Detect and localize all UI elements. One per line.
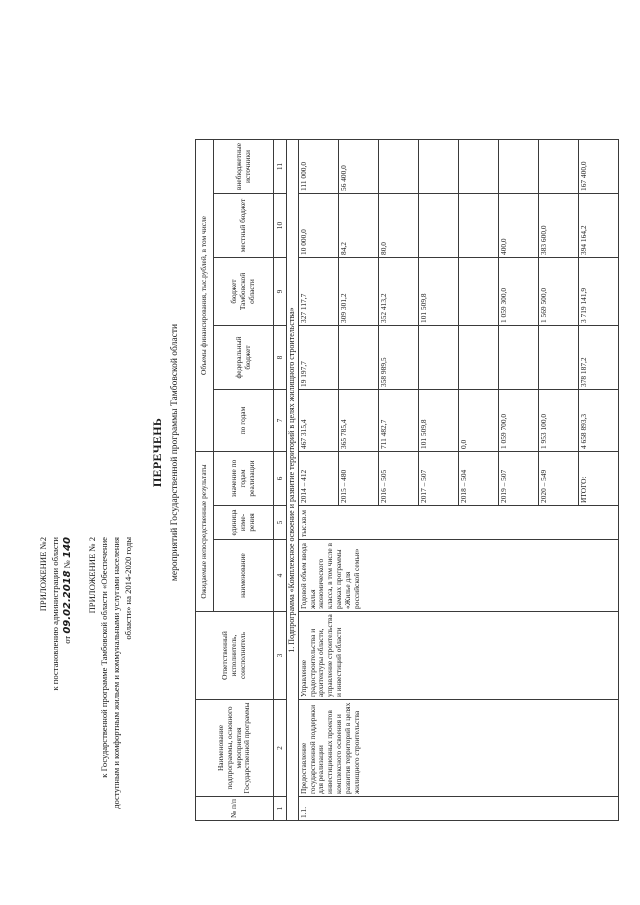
extra-cell	[498, 140, 538, 194]
extra-cell: 56 400,0	[338, 140, 378, 194]
annex-line: области» на 2014-2020 годы	[123, 537, 133, 640]
total-cell: 365 785,4	[338, 390, 378, 452]
header-num: № п/п	[196, 797, 274, 821]
col-number: 8	[274, 326, 287, 390]
extra-cell: 111 000,0	[298, 140, 338, 194]
subprogram-title: 1. Подпрограмма «Комплексное освоение и развитие территорий в целях жилищного строительства»	[287, 140, 299, 821]
total-cell: 4 658 893,3	[578, 390, 618, 452]
extra-cell: 167 400,0	[578, 140, 618, 194]
period-cell: 2016 – 505	[378, 452, 418, 506]
page-subtitle: мероприятий Государственной программы Тамбовской области	[170, 323, 180, 582]
local-cell	[418, 194, 458, 258]
federal-cell	[498, 326, 538, 390]
approval-title: ПРИЛОЖЕНИЕ №2	[38, 537, 48, 612]
col-number: 10	[274, 194, 287, 258]
regional-cell: 101 509,8	[418, 258, 458, 326]
period-cell: 2019 – 507	[498, 452, 538, 506]
header-executor: Ответственный исполнитель, соисполнитель	[196, 612, 274, 700]
column-number-row	[274, 140, 287, 821]
col-number: 9	[274, 258, 287, 326]
col-number: 5	[274, 506, 287, 540]
total-cell: 0,0	[458, 390, 498, 452]
period-cell: 2020 – 549	[538, 452, 578, 506]
local-cell: 383 600,0	[538, 194, 578, 258]
header-regional: бюджет Тамбовской области	[214, 258, 274, 326]
regional-cell: 309 301,2	[338, 258, 378, 326]
total-cell: 101 509,8	[418, 390, 458, 452]
regional-cell: 1 569 500,0	[538, 258, 578, 326]
page-title: ПЕРЕЧЕНЬ	[150, 417, 164, 488]
annex-line: к Государственной программе Тамбовской области «Обеспечение	[99, 537, 109, 778]
regional-cell: 327 117,7	[298, 258, 338, 326]
regional-cell	[458, 258, 498, 326]
col-number: 4	[274, 540, 287, 612]
local-cell: 394 164,2	[578, 194, 618, 258]
federal-cell	[538, 326, 578, 390]
item-result-name: Годовой объем ввода жилья экономического класса, в том числе в рамках программы «Жилье для российской семьи»	[298, 540, 618, 612]
handwritten-date: 09.02.2018	[62, 570, 73, 634]
header-expected-results: Ожидаемые непосредственные результаты	[196, 452, 214, 612]
local-cell: 80,0	[378, 194, 418, 258]
col-number: 1	[274, 797, 287, 821]
header-local: местный бюджет	[214, 194, 274, 258]
col-number: 7	[274, 390, 287, 452]
col-number: 6	[274, 452, 287, 506]
col-number: 11	[274, 140, 287, 194]
header-name: Наименование подпрограммы, основного мероприятия Государственной программы	[196, 700, 274, 797]
total-cell: 711 482,7	[378, 390, 418, 452]
regional-cell: 352 413,2	[378, 258, 418, 326]
local-cell: 84,2	[338, 194, 378, 258]
subprogram-row	[287, 140, 299, 821]
federal-cell	[418, 326, 458, 390]
item-name: Предоставление государственной поддержки для реализации инвестиционных проектов комплексного освоения и развития территорий в целях жилищного строительства	[298, 700, 618, 797]
approval-subtitle: к постановлению администрации области	[50, 537, 60, 691]
period-cell: 2018 – 504	[458, 452, 498, 506]
annex-line: доступным и комфортным жильем и коммунальными услугами населения	[111, 537, 121, 809]
header-by-years: по годам	[214, 390, 274, 452]
total-cell: 467 315,4	[298, 390, 338, 452]
header-value: значение по годам реализации	[214, 452, 274, 506]
header-federal: федеральный бюджет	[214, 326, 274, 390]
header-unit: единица изме-рения	[214, 506, 274, 540]
extra-cell	[378, 140, 418, 194]
col-number: 2	[274, 700, 287, 797]
handwritten-number: 140	[62, 537, 73, 558]
federal-cell: 19 197,7	[298, 326, 338, 390]
item-executor: Управление градостроительства и архитектуры области, управление строительства и инвестиций области	[298, 612, 618, 700]
federal-cell: 378 187,2	[578, 326, 618, 390]
local-cell: 400,0	[498, 194, 538, 258]
period-cell: 2017 – 507	[418, 452, 458, 506]
extra-cell	[458, 140, 498, 194]
approval-date-line	[62, 537, 73, 644]
header-result-name: наименование	[214, 540, 274, 612]
federal-cell: 358 989,5	[378, 326, 418, 390]
total-cell: 1 059 700,0	[498, 390, 538, 452]
federal-cell	[338, 326, 378, 390]
federal-cell	[458, 326, 498, 390]
extra-cell	[418, 140, 458, 194]
regional-cell: 3 719 141,9	[578, 258, 618, 326]
header-extra: внебюджетные источники	[214, 140, 274, 194]
period-cell: 2014 – 412	[298, 452, 338, 506]
regional-cell: 1 059 300,0	[498, 258, 538, 326]
total-cell: 1 953 100,0	[538, 390, 578, 452]
measures-table	[195, 139, 619, 821]
local-cell	[458, 194, 498, 258]
annex-title: ПРИЛОЖЕНИЕ № 2	[87, 537, 97, 614]
item-num: 1.1.	[298, 797, 618, 821]
header-funding: Объемы финансирования, тыс.рублей, в том числе	[196, 140, 214, 452]
number-prefix: №	[62, 560, 72, 569]
item-unit: тыс.кв.м	[298, 506, 618, 540]
period-cell: ИТОГО:	[578, 452, 618, 506]
col-number: 3	[274, 612, 287, 700]
period-cell: 2015 – 480	[338, 452, 378, 506]
local-cell: 10 000,0	[298, 194, 338, 258]
date-prefix: от	[62, 635, 72, 644]
extra-cell	[538, 140, 578, 194]
table-row	[298, 140, 338, 821]
